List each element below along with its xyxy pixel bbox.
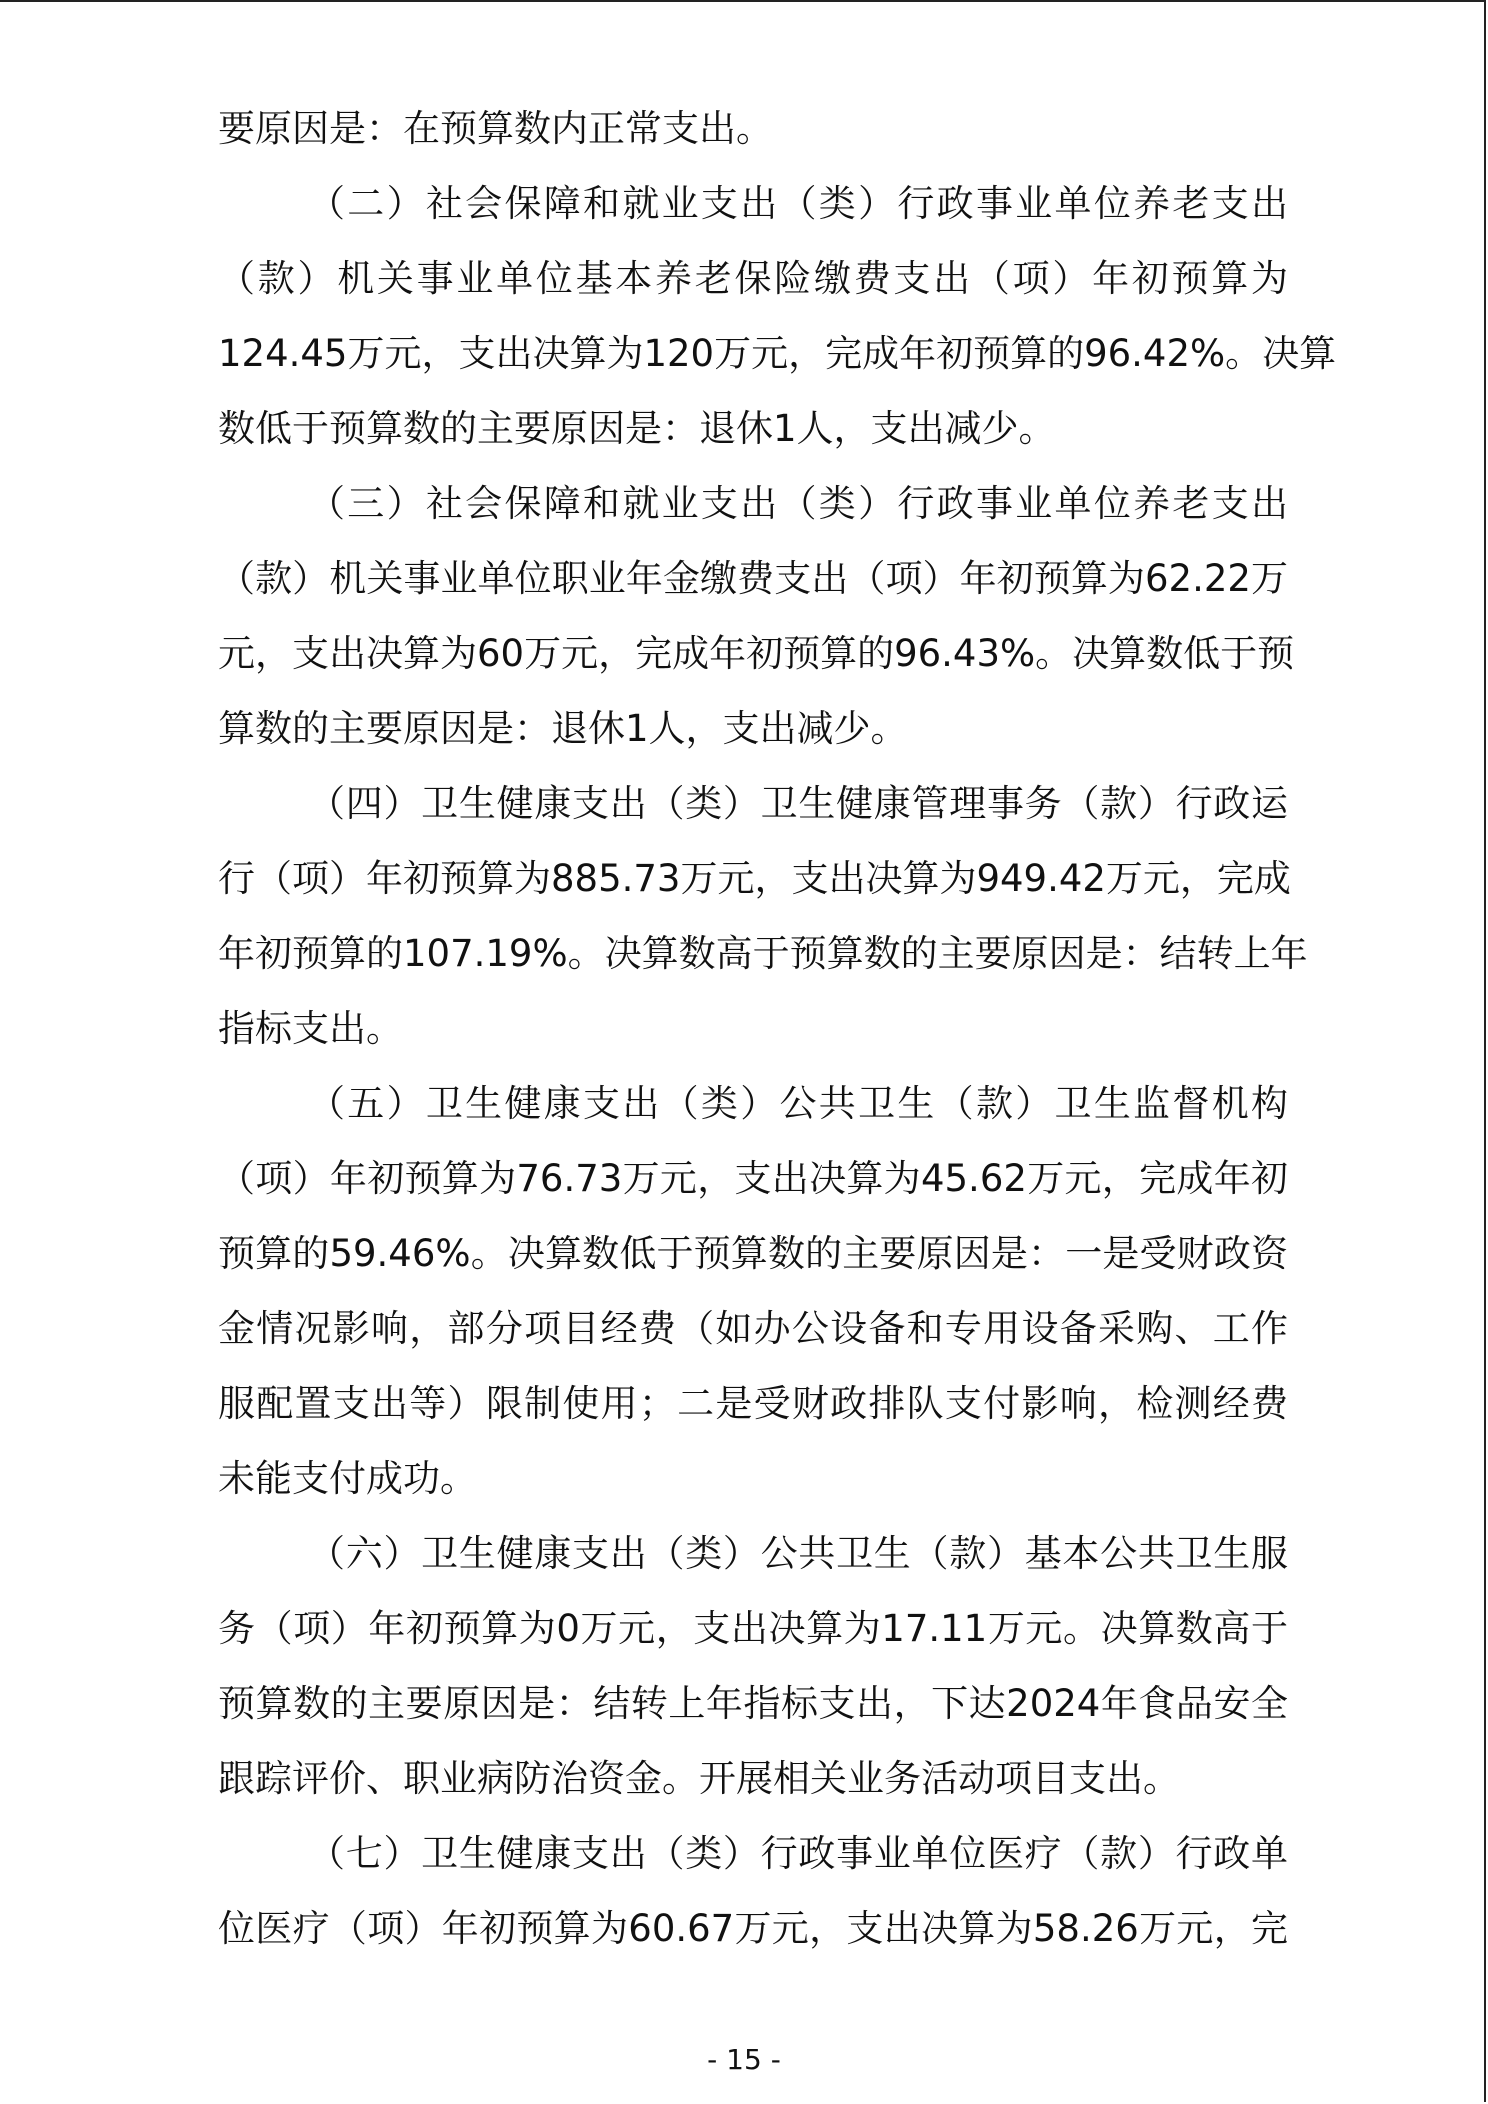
text-line-8 [218, 624, 1295, 699]
text-line-25 [218, 1899, 1288, 1974]
text-line-content: 预算数的主要原因是：结转上年指标支出，下达2024年食品安全 [218, 1682, 1288, 1725]
text-line-content: 124.45万元，支出决算为120万元，完成年初预算的96.42%。决算 [218, 332, 1337, 375]
text-line-content: 年初预算的107.19%。决算数高于预算数的主要原因是：结转上年 [218, 932, 1308, 975]
text-line-content: 位医疗（项）年初预算为60.67万元，支出决算为58.26万元，完 [218, 1907, 1288, 1950]
text-line-19 [218, 1449, 1288, 1524]
text-line-content: 金情况影响，部分项目经费（如办公设备和专用设备采购、工作 [218, 1307, 1288, 1350]
text-line-content: 算数的主要原因是：退休1人，支出减少。 [218, 707, 908, 750]
text-line-4 [218, 324, 1337, 399]
text-line-14 [218, 1074, 1288, 1149]
text-line-content: 要原因是：在预算数内正常支出。 [218, 107, 773, 150]
text-line-content: （项）年初预算为76.73万元，支出决算为45.62万元，完成年初 [218, 1157, 1288, 1200]
text-line-18 [218, 1374, 1288, 1449]
text-line-2 [218, 174, 1288, 249]
text-line-13 [218, 999, 1288, 1074]
text-line-15 [218, 1149, 1288, 1224]
text-line-content: 务（项）年初预算为0万元，支出决算为17.11万元。决算数高于 [218, 1607, 1288, 1650]
document-body [218, 99, 1337, 1974]
page-number: - 15 - [707, 2043, 781, 2076]
text-line-11 [218, 849, 1291, 924]
text-line-content: （三）社会保障和就业支出（类）行政事业单位养老支出 [308, 482, 1288, 525]
text-line-content: 服配置支出等）限制使用；二是受财政排队支付影响，检测经费 [218, 1382, 1288, 1425]
text-line-3 [218, 249, 1288, 324]
text-line-17 [218, 1299, 1288, 1374]
text-line-24 [218, 1824, 1288, 1899]
text-line-9 [218, 699, 1288, 774]
text-line-content: （四）卫生健康支出（类）卫生健康管理事务（款）行政运 [308, 782, 1288, 825]
text-line-content: （二）社会保障和就业支出（类）行政事业单位养老支出 [308, 182, 1288, 225]
text-line-22 [218, 1674, 1288, 1749]
text-line-16 [218, 1224, 1288, 1299]
text-line-content: 预算的59.46%。决算数低于预算数的主要原因是：一是受财政资 [218, 1232, 1288, 1275]
text-line-content: 行（项）年初预算为885.73万元，支出决算为949.42万元，完成 [218, 857, 1291, 900]
text-line-10 [218, 774, 1288, 849]
text-line-7 [218, 549, 1288, 624]
text-line-1 [218, 99, 1288, 174]
text-line-content: （款）机关事业单位基本养老保险缴费支出（项）年初预算为 [218, 257, 1288, 300]
text-line-content: （款）机关事业单位职业年金缴费支出（项）年初预算为62.22万 [218, 557, 1288, 600]
text-line-5 [218, 399, 1288, 474]
text-line-content: （六）卫生健康支出（类）公共卫生（款）基本公共卫生服 [308, 1532, 1288, 1575]
text-line-23 [218, 1749, 1288, 1824]
text-line-20 [218, 1524, 1288, 1599]
text-line-content: 未能支付成功。 [218, 1457, 477, 1500]
text-line-content: 元，支出决算为60万元，完成年初预算的96.43%。决算数低于预 [218, 632, 1295, 675]
text-line-content: 数低于预算数的主要原因是：退休1人，支出减少。 [218, 407, 1056, 450]
text-line-content: 跟踪评价、职业病防治资金。开展相关业务活动项目支出。 [218, 1757, 1180, 1800]
text-line-content: （五）卫生健康支出（类）公共卫生（款）卫生监督机构 [308, 1082, 1288, 1125]
text-line-content: （七）卫生健康支出（类）行政事业单位医疗（款）行政单 [308, 1832, 1288, 1875]
text-line-21 [218, 1599, 1288, 1674]
text-line-12 [218, 924, 1308, 999]
text-line-content: 指标支出。 [218, 1007, 403, 1050]
text-line-6 [218, 474, 1288, 549]
